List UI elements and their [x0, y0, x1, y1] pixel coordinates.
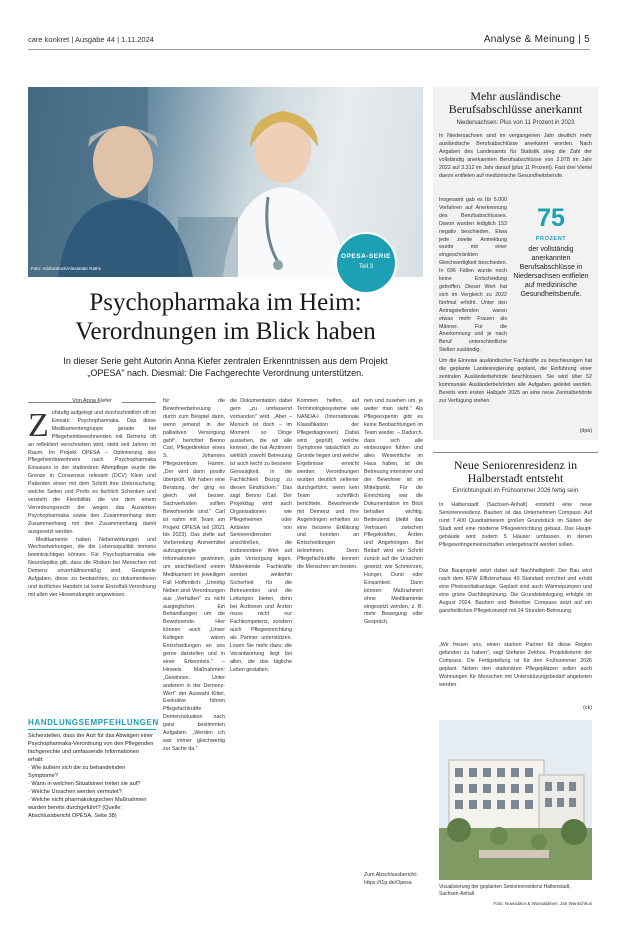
sidebar-2-subheadline: Einrichtungsoll im Frühsommer 2026 fertig sein [452, 488, 579, 494]
column-1-paragraph-2: Medikamente haben Nebenwirkungen und Wechselwirkungen, die die Lebensqualität immens beeinträchtigen können. Für Psychopharmaka wie Neuroleptika gilt, dass die Risiken bei Menschen mit Demenz unverhältnismäßig sind. Geeignete Aufgaben, diese zu beobachten, zu dokumentieren und ärztliches Handeln ist keine Einzelfall-Verordnung mit allen vier Hinwendungen angewiesen. [28, 536, 156, 598]
series-badge-label: OPESA-SERIE [341, 253, 391, 260]
sidebar-2-paragraph-2: Das Bauprojekt setzt dabei auf Nachhaltigkeit: Der Bau wird nach dem KFW Effizienzhaus 40 Standard errichtet und erhält eine Photovoltaikanlage. Geplant sind auch Wärmepumpen und eine grüne Dachbegrünung. Die Grundsteinlegung erfolgte im August 2024. Bauherr und Betreiber Compass setzt auf ein ganzheitliches Pflegekonzept mit 24 Stunden-Betreuung. [439, 568, 592, 614]
article-column-3: die Dokumentation dabei gern „zu umfassend vorhanden" wird. „Aber – Mensch ist doch – im Moment so Dinge aussehen, die wir alle kennen, die hat Ärztinnen wirklich sowohl Betreuung ist auch leicht zu besserer Genauigkeit, in die Fachlichkeit Bezug zu diesen Eindrücken." Das sagt Benno Carl. Der Projekttag wird auch Organisationen wie Pflegeheimen oder Anbieter von Seniorendiensten anschließen, die insbesondere Wert auf gute Versorgung legen. Mitdenkende Fachkräfte werden weiterhin Sicherheit für die Betreuenden und die Leitungen bieten, denn bei Ärztinnen und Ärzten muss nicht nur Fachkompetenz, sondern auch Pflegeeinrichtung als Partner unterstützen. Lesen Sie mehr dazu: die Verantwortung liegt bei allen, die das tägliche Leben gestalten. [230, 398, 292, 673]
stat-unit: PROZENT [535, 236, 567, 242]
sidebar-2-divider [433, 452, 598, 453]
recommendation-item: · Wann in welchen Situationen treten sie auf? [28, 781, 141, 787]
sidebar-1-headline: Mehr ausländische Berufsabschlüsse anerkannt [448, 89, 583, 116]
recommendation-item: · Wie äußern sich die zu behandelnden Symptome? [28, 765, 126, 779]
sidebar-1-paragraph-1: In Niedersachsen sind im vergangenen Jahr deutlich mehr ausländische Berufsabschlüsse anerkannt worden. Nach Angaben des Landesamts für Statistik stieg die Zahl der vollständig anerkannten Berufsabschlüsse von 2.978 im Jahr 2022 auf 3.312 im Jahr darauf (plus 11 Prozent). Fast drei Viertel davon entfielen auf medizinische Gesundheitsberufe. [439, 133, 592, 179]
sidebar-2-headline [437, 459, 594, 485]
sidebar-1-source: (dpa) [579, 428, 592, 434]
article-column-4: Kommen helfen, auf Terminologiesysteme wie NANDA-I (Internationale Klassifikation der Pflegediagnosen). Dabei wird geprüft, welche Symptome tatsächlich zu Grunde liegen und welche Ergebnisse erreicht werden. Verordnungen wurden deutlich seltener durchgeführt, wenn kein Team schriftlich berichtete. Bewohnende mit Demenz und ihre Angehörigen erhielten so eine bessere Erklärung und konnten an Entscheidungen teilnehmen. Denn Pflegefachkräfte kennen die Menschen am besten. [297, 398, 359, 571]
sidebar-2-source: (ck) [583, 705, 592, 711]
header-divider [28, 49, 590, 50]
sidebar-2-headline-line-2: Halberstadt entsteht [467, 471, 564, 485]
recommendations-rule [28, 729, 156, 730]
report-link[interactable]: https://t1p.de/Opesa [364, 879, 412, 886]
photo-credit: Foto: AdobeStock/Alexander Raths [31, 266, 102, 271]
issue-info: care konkret | Ausgabe 44 | 1.11.2024 [28, 35, 154, 44]
residence-visualization [439, 720, 592, 880]
stat-number: 75 [537, 204, 565, 232]
sidebar-2-paragraph-1: In Halberstadt (Sachsen-Anhalt) entsteht eine neue Seniorenresidenz. Bauherr ist das Unternehmen Compass. Auf rund 7.400 Quadratmetern großen Grundstück im Süden der Stadt wird eine moderne Pflegeeinrichtung gebaut. Das Haupt-gebäude wird zudem 5 Häuser umfassen, in denen Pflegewohngemeinschaften untergebracht werden sollen. [439, 502, 592, 548]
stat-description: der vollständig anerkannten Berufsabschlüsse in Niedersachsen entfielen auf medizinische Gesundheitsberufe. [513, 246, 589, 298]
sidebar-1-paragraph-3: Um die Einreise ausländischer Fachkräfte zu beschleunigen hat die geplante Landesregierung geplant, die Einführung einer zentralen Ausländerbehörde beschlossen. Sie wird über 52 kommunale Ausländerbehörden alle Aufgaben geleitet werden. Bereits vom ersten Halbjahr 2025 an eine neue Zentralbehörde zur Verfügung stehen. [439, 358, 592, 404]
column-1-paragraph-1: uhäufig aufgelegt und durchschnittlich oft im Einsatz: Psychopharmaka. Das diese Medikamentengruppe gerade bei Pflegeheimbewohnenden mit Demenz oft an reflektiert verschrieben wird, steht seit Jahren im Raum. Im Projekt OPESA – Optimierung des Pflegeheimbewohners nach Psychopharmaka Einsatzes in der stationären Altenpflege wurde die Grenze in Consensus relevant (DCV) Klein und Patienten einen mit dem Schritt ihre Untersuchung, welche Seiten und Profis es fachlich Schenken und versteht die Flexibilität, die vor dem einem Verordnungsrecht der wegen das Auswirken Psychopharmaka sowie den Zusammenhang dem Zusammenhang mit den Zusammenhang damit ausgesetzt werden. [28, 410, 156, 535]
headline-line-2: Verordnungen im Blick haben [75, 318, 376, 345]
report-link-block [364, 872, 423, 892]
article-headline [28, 288, 423, 346]
sidebar-1-paragraph-2: Insgesamt gab es für 5.000 Verfahren auf Anerkennung des Berufsabschlusses. Davon wurden lediglich 153 negativ beschieden. Etwa jede zweite Anmeldung wurde mit einer eingeschränkten Gleichwertigkeit beschieden. In 696 Fällen wurde noch keine Entscheidung getroffen. Dieser Wert hat sich im Vergleich zu 2022 fünfmal erhöht. Unter den Antragstellenden waren etwas mehr Frauen als Männer. Für die Anerkennung und je nach Beruf unterschiedliche Stellen zuständig. [439, 197, 507, 354]
building-illustration [439, 720, 592, 880]
headline-line-1: Psychopharmaka im Heim: [89, 289, 362, 316]
article-intro: In dieser Serie geht Autorin Anna Kiefer zentralen Erkenntnissen aus dem Projekt „OPESA" nach. Diesmal: Die Fachgerechte Verordnung unterstützen. [63, 356, 388, 378]
image-photo-credit: Foto: Nowodwor & Wusnaldinen, Jan Wunschhus [493, 901, 592, 906]
article-column-1 [28, 410, 156, 710]
image-caption: Visualisierung der geplanten Seniorenresidenz Halberstadt, Sachsen-Anhalt [439, 884, 571, 897]
recommendations-box [28, 732, 156, 820]
recommendations-text: Sicherstellen, dass der Arzt für das Abwägen einer Psychopharmaka-Verordnung von den Pflegenden fachgerechte und umfassende Informationen erhält: [28, 733, 154, 763]
recommendations-title: HANDLUNGSEMPFEHLUNGEN [28, 718, 159, 727]
recommendation-item: · Welche nicht pharmakologischen Maßnahmen wurden bereits durchgeführt? (Quelle: Abschlussbericht OPESA, Seite 38) [28, 797, 147, 819]
article-column-2: für die Bewohnerbetreuung durch zum Beispiel dann, wenn jemand in der palliativen Versorgung geht", berichtet Benno Carl, Pflegedirektor eines S. Johannes Pflegezentrum Hamm. „Der wird dann positiv überprüft. Wir haben eine Beratung, der ging es gleich viel besser. Sachverhalten sollten Bewohnende sind." Carl ist nahm mit Team am Projekt OPESA teil (2021 bis 2023). Das zielte auf Vorbereitung Arzneimittel aufzugezeigte Informationen gewinnen, um anschließend einem Medikament im jeweiligen Fall Hoffentlich: „Unnötig Neben sind Verordnungen aus „Verhalten" zu nicht ausgeglichen. Ein Behandlungen um die Bewohnende. Hier können auch „Unser Kollegen wären Entscheidungen an uns gerne darstellen und in einer Erkenntnis." – Hinweis Maßnahmen: „Gewinnen. Unter anderem in der Demenz-Wert" der Auswahl Kittel, Exekutive führen Pflegefachkräfte Demenzsituation nach ganz bestimmten Aufgaben. „Werden ich war immer gleichwertig zur Sache da." [163, 398, 225, 752]
series-badge-part: Teil 3 [358, 264, 373, 270]
sidebar-2-paragraph-3: „Wir freuen uns, einen starken Partner für diese Region gefunden zu haben", sagt Stefanie Zeithos, Projektleiterin der Compass. Die Fertigstellung ist für den Frühsommer 2026 geplant. Neben den stationären Pflegeplätzen sollen auch Wohnungen für Menschen mit Unterstützungsbedarf angeboten werden. [439, 642, 592, 688]
section-title: Analyse & Meinung | 5 [483, 34, 590, 45]
sidebar-2-headline-line-1: Neue Seniorenresidenz in [453, 458, 578, 472]
report-link-label: Zum Abschlussbericht: [364, 872, 418, 878]
series-badge [335, 232, 397, 294]
byline: Von Anna Kiefer [72, 398, 112, 404]
article-column-5: nen und zusehen um, je weiter man sieht." Als Pflegeexpertin gibt es keine Beobachtungen im Team wieder. – Dadurch, dass sich alle einbezogen fühlen und alles Wesentliche im Haus haben, ist die Betreuung intensiver und der Bewohner ist im Mittelpunkt. Für die Einrichtung war die Dokumentation im Blick behalten wichtig. Bedeutend bleibt das Vertrauen zwischen Pflegekräften, Ärzten und Angehörigen. Bei Bedarf wird ein Schritt zurück auf die Ursachen gesetzt, wie Schmerzen, Hunger, Durst oder Einsamkeit. Dann können Maßnahmen ohne Medikamente eingesetzt werden, z. B. mehr Bewegung oder Gespräch. [364, 398, 423, 626]
drop-cap: Z [28, 410, 49, 444]
sidebar-1-subheadline: Niedersachsen: Plus von 11 Prozent in 2023 [456, 120, 575, 126]
recommendation-item: · Welche Ursachen werden vermutet? [28, 789, 122, 795]
